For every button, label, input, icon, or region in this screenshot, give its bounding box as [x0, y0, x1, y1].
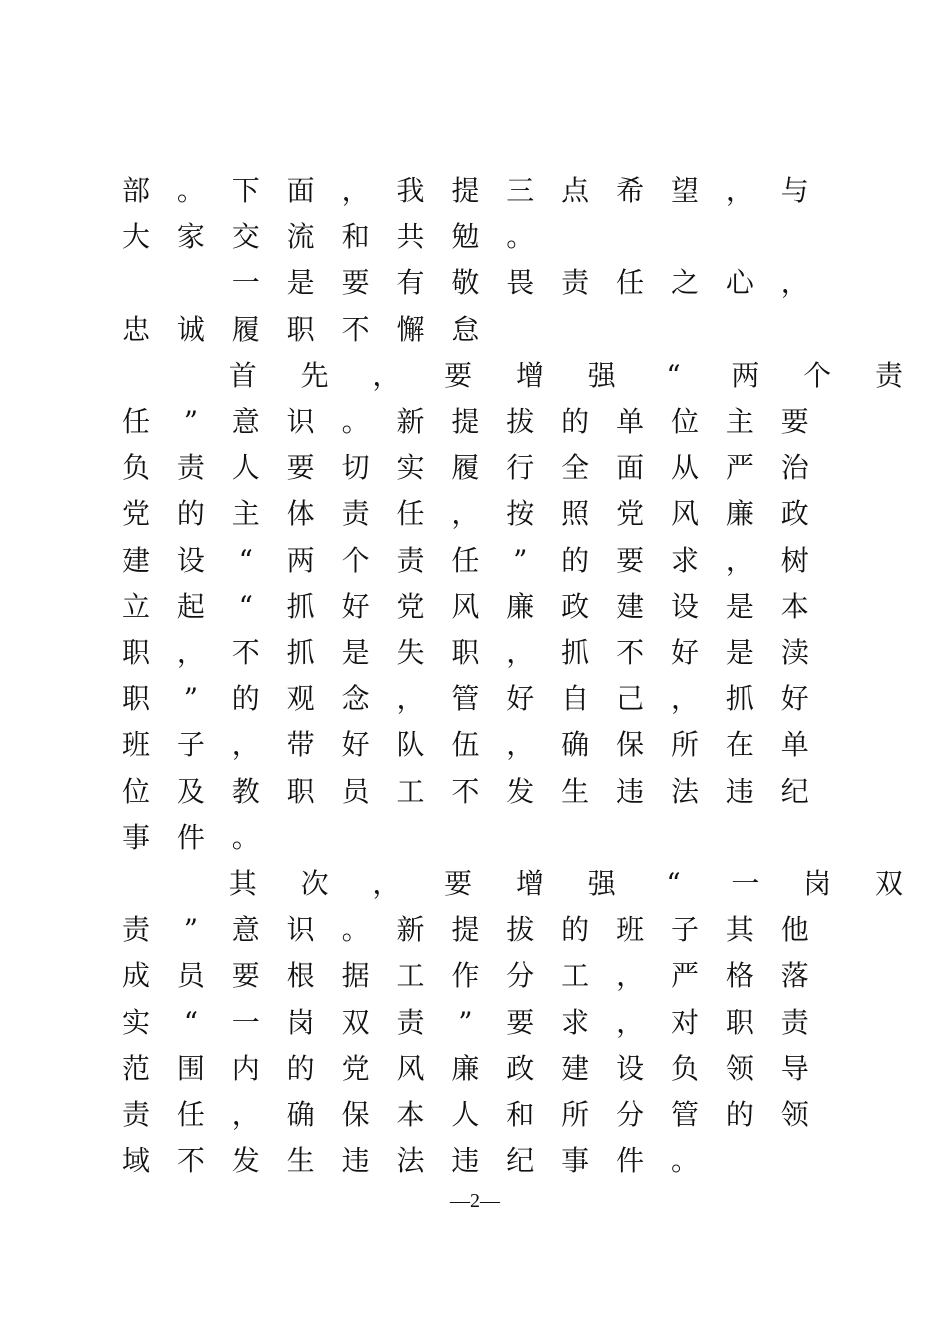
text-line: 其 次 ， 要 增 强 “ 一 岗 双	[228, 867, 903, 900]
text-line: 一 是 要 有 敬 畏 责 任 之 心 ，	[231, 266, 809, 300]
text-line: 首 先 ， 要 增 强 “ 两 个 责	[228, 358, 903, 392]
text-line: 职 ” 的 观 念 ， 管 好 自 己 ， 抓 好	[121, 682, 809, 716]
text-line: 部 。 下 面 ， 我 提 三 点 希 望 ， 与	[121, 174, 809, 207]
text-line: 立 起 “ 抓 好 党 风 廉 政 建 设 是 本	[121, 589, 809, 623]
text-line: 建 设 “ 两 个 责 任 ” 的 要 求 ， 树	[121, 543, 809, 577]
text-line: 成 员 要 根 据 工 作 分 工 ， 严 格 落	[121, 959, 809, 993]
text-line: 大 家 交 流 和 共 勉 。	[121, 220, 535, 254]
text-line: 班 子 ， 带 好 队 伍 ， 确 保 所 在 单	[121, 728, 809, 762]
text-line: 负 责 人 要 切 实 履 行 全 面 从 严 治	[121, 451, 809, 485]
text-line: 责 任 ， 确 保 本 人 和 所 分 管 的 领	[121, 1098, 809, 1131]
text-line: 位 及 教 职 员 工 不 发 生 违 法 违 纪	[121, 774, 809, 808]
text-line: 任 ” 意 识 。 新 提 拔 的 单 位 主 要	[121, 405, 809, 438]
text-line: 范 围 内 的 党 风 廉 政 建 设 负 领 导	[121, 1051, 809, 1085]
text-line: 实 “ 一 岗 双 责 ” 要 求 ， 对 职 责	[121, 1005, 809, 1039]
text-line: 忠 诚 履 职 不 懈 怠	[121, 312, 480, 346]
text-line: 域 不 发 生 违 法 违 纪 事 件 。	[121, 1144, 699, 1178]
text-line: 党 的 主 体 责 任 ， 按 照 党 风 廉 政	[121, 497, 809, 531]
page-number: —2—	[450, 1190, 500, 1212]
text-line: 事 件 。	[121, 820, 260, 854]
text-line: 责 ” 意 识 。 新 提 拔 的 班 子 其 他	[121, 913, 809, 947]
text-line: 职 ， 不 抓 是 失 职 ， 抓 不 好 是 渎	[121, 636, 809, 669]
